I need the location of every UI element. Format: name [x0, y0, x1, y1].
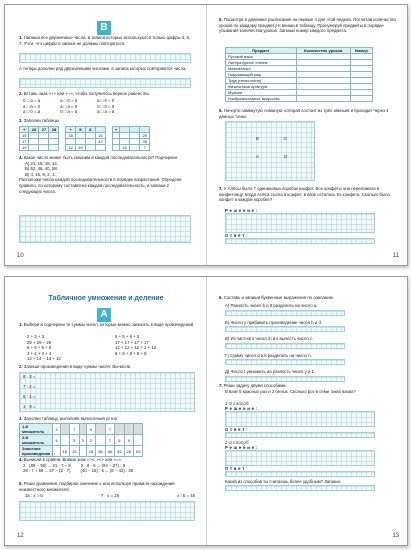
table-cell: 8 [85, 127, 95, 133]
answer-grid[interactable] [225, 310, 345, 316]
solution-label: Р е ш е н и е : [225, 406, 258, 411]
page-number: 11 [392, 253, 399, 259]
sum-item[interactable]: 14 + 14 − 14 + 14 [27, 356, 61, 362]
comparison: 2 · (89 − 50) ... 21 · 7 − 9 [23, 462, 71, 468]
table-cell[interactable] [53, 446, 60, 457]
table-cell: 17 [20, 139, 29, 145]
subject-name: Физическая культура [226, 84, 297, 90]
table-cell: 7 [105, 424, 114, 435]
answer-grid[interactable] [225, 359, 345, 365]
table-cell: 4 [53, 435, 60, 446]
table-cell[interactable] [130, 145, 140, 151]
table-cell: 42 [120, 145, 130, 151]
sequence-item: А) 21, 15, 18, 12. [25, 160, 58, 166]
section-title: Табличное умножение и деление [48, 295, 164, 302]
table-cell: + [66, 127, 75, 133]
table-cell: 3 [53, 424, 60, 435]
table-cell: 7 [140, 145, 150, 151]
table-cell: 12 [66, 145, 75, 151]
table-cell: 28 [124, 446, 133, 457]
column-header: Номер [350, 48, 372, 54]
exercise-text: Реши задачу двумя способами. [223, 383, 287, 388]
table-cell: 15 [20, 133, 29, 139]
exercise-number: 3. [19, 416, 23, 421]
sum-item[interactable]: 12 + 12 + 12 + 2 + 12 [115, 345, 157, 351]
table-cell: 28 [49, 127, 59, 133]
exercise-3 [19, 416, 195, 422]
exercise-number: 4. [19, 457, 23, 462]
table-cell: 35 [140, 139, 150, 145]
sum-list [115, 334, 199, 356]
exercise-number: 7. [219, 383, 223, 388]
table-cell: + [112, 127, 119, 133]
equation: a □ a = a [97, 109, 115, 115]
solution-grid[interactable] [225, 213, 375, 233]
equation: a □ 0 = a [60, 98, 78, 103]
sum-item[interactable]: 29 + 29 + 29 [27, 339, 52, 345]
table-cell[interactable] [96, 435, 105, 446]
exercise-text: Выбери и подчеркни те суммы чисел, которые можно записать в виде произведений. [23, 322, 195, 327]
addition-table [19, 126, 59, 151]
point-label: C [284, 136, 288, 141]
column-header: Количество уроков [296, 48, 350, 54]
product-row: 8 · 3 = [23, 374, 36, 379]
table-cell: + [20, 127, 29, 133]
subject-name: Труд (технология) [226, 78, 297, 84]
answer-grid[interactable] [19, 501, 195, 521]
sum-list [27, 334, 107, 362]
multiplication-table [19, 423, 143, 457]
table-cell: 18 [60, 446, 69, 457]
table-cell[interactable] [96, 424, 105, 435]
sequence-item: В) 4, 16, 8, 2, 1. [25, 171, 56, 177]
point-label: D [284, 154, 288, 159]
exercise-text: Вставь знак «+» или «−», чтобы получилось верное равенство. [23, 91, 151, 96]
table-cell: 7 [70, 424, 79, 435]
exercise-6 [219, 295, 399, 301]
answer-label: О т в е т : [225, 466, 248, 471]
product-row: 5 · 1 = [23, 394, 36, 399]
table-cell: 27 [39, 127, 49, 133]
expression-list [225, 303, 397, 386]
method-label: 1-й способ [225, 401, 249, 406]
exercise-2 [19, 91, 191, 97]
table-cell[interactable] [79, 424, 86, 435]
table-cell[interactable] [134, 435, 143, 446]
answer-grid[interactable] [19, 53, 191, 63]
subject-name: Русский язык [226, 54, 297, 60]
table-cell[interactable] [85, 145, 95, 151]
equation: a □ a = 0 [60, 103, 78, 109]
sequence-item: Б) 52, 46, 40, 58. [25, 166, 58, 172]
answer-label: О т в е т : [225, 427, 248, 432]
table-cell: 18 [66, 133, 75, 139]
table-cell: 3 [79, 435, 86, 446]
table-cell: 2 [86, 435, 95, 446]
answer-grid[interactable] [225, 432, 375, 438]
row-header: 1-й множитель [20, 424, 53, 435]
exercise-2 [19, 364, 195, 370]
point-label: A [256, 154, 259, 159]
bottom-spread [4, 276, 408, 546]
exercise-5 [219, 17, 397, 34]
sign-equations [23, 98, 191, 115]
table-cell: 5 [75, 127, 85, 133]
page-10 [5, 5, 207, 265]
section-badge-a: A [97, 308, 111, 322]
table-cell[interactable] [124, 424, 133, 435]
addition-table [65, 126, 105, 151]
table-cell: 19 [20, 145, 29, 151]
sum-item[interactable]: 17 + 17 + 17 + 17 [115, 339, 149, 345]
table-cell[interactable] [49, 145, 59, 151]
task-text: В вазе 5 красных роз и 2 белых. Сколько роз в семи таких вазах? [225, 388, 356, 394]
answer-grid[interactable] [225, 326, 345, 332]
sum-item[interactable]: 8 + 8 + 8 + 8 + 8 [115, 350, 147, 356]
table-cell: 18 [86, 446, 95, 457]
product-row: 7 · 2 = [23, 384, 36, 389]
exercise-number: 3. [19, 118, 23, 123]
table-cell: 9 [86, 424, 95, 435]
equation: a □ 0 = a [23, 109, 41, 115]
exercise-7 [219, 383, 399, 394]
solution-block [225, 208, 375, 244]
solution-label: Р е ш е н и е : [225, 208, 258, 213]
table-cell[interactable] [95, 145, 105, 151]
equation: x : 5 = 45 [177, 493, 195, 498]
answer-grid[interactable] [225, 376, 345, 382]
exercise-text: Какое число может быть лишним в каждой последовательности? Подчеркни. [23, 155, 179, 160]
exercise-4 [19, 155, 191, 194]
addition-tables [19, 126, 150, 151]
top-spread [4, 4, 408, 266]
exercise-6 [219, 108, 397, 119]
subject-name: Музыка [226, 90, 297, 96]
table-cell: 15 [70, 446, 79, 457]
equation: 0 □ a = a [60, 109, 78, 115]
subjects-table [225, 47, 373, 102]
table-cell[interactable] [39, 145, 49, 151]
solution-grid[interactable] [225, 450, 375, 466]
expression-item: В) Из частного чисел m и к вычесть число с. [225, 336, 314, 342]
exercise-number: 5. [19, 481, 23, 486]
page-number: 10 [17, 253, 24, 259]
answer-label: О т в е т : [225, 233, 248, 238]
expression-item: Б) Число у прибавить произведение чисел b и d. [225, 319, 323, 325]
exercise-text: Расположи числа каждой последовательности в порядке возрастания. Определи правило, по которому составлена каждая последовательность, и запиши 2 следующих числа. [19, 177, 182, 194]
exercise-number: 2. [19, 91, 23, 96]
exercise-number: 1. [19, 35, 23, 40]
solution-grid[interactable] [225, 411, 375, 427]
sum-item[interactable]: 2 + 3 + 3 [27, 334, 44, 339]
answer-grid[interactable] [225, 485, 375, 491]
exercise-number: 2. [19, 364, 23, 369]
column-header: Предмет [226, 48, 297, 54]
exercise-number: 6. [219, 295, 223, 300]
exercise-text: Напиши все двузначные числа, в записи которых используются только цифры 3, 5, 7. Учти, что цифры в записи не должны повторяться. [19, 35, 191, 46]
answer-grid[interactable] [225, 343, 345, 349]
subject-name: Литературное чтение [226, 60, 297, 66]
equations [25, 493, 195, 499]
table-cell: 7 [105, 435, 114, 446]
table-cell[interactable] [60, 424, 69, 435]
table-cell: 15 [95, 133, 105, 139]
addition-table [112, 126, 150, 151]
table-cell: 42 [115, 446, 124, 457]
table-cell[interactable] [112, 145, 119, 151]
exercise-7 [219, 186, 397, 203]
equation: 7 · x = 28 [100, 493, 120, 498]
exercise-1 [19, 35, 191, 46]
comparison: 28 : 7 + 56 ... 27 − (2 · 7) [23, 468, 71, 474]
table-cell[interactable] [29, 145, 39, 151]
table-cell[interactable] [60, 435, 69, 446]
solution-block [225, 401, 375, 491]
answer-grid[interactable] [19, 372, 195, 412]
table-cell[interactable] [79, 446, 86, 457]
equation: a □ 0 = 0 [97, 98, 115, 103]
method-label: 2-й способ [225, 440, 249, 445]
equation: 15 : x = 5 [25, 493, 43, 498]
exercise-4 [19, 457, 195, 474]
exercise-text: У Алёсы было 7 одинаковых коробок конфет. Все конфеты она переложила в конфетницу. Когда Алёса съела 5 конфет, в вазе осталось 51 конфета. Сколько было конфет в каждой коробке? [219, 186, 390, 203]
answer-grid[interactable] [225, 238, 375, 244]
sum-item[interactable]: 4 + 4 + 4 + 4 [27, 350, 52, 356]
table-cell[interactable] [134, 424, 143, 435]
subject-name: Изобразительное искусство [226, 96, 297, 102]
table-cell: 26 [29, 127, 39, 133]
answer-grid[interactable] [19, 215, 191, 243]
row-header: Значение произведения [20, 446, 53, 457]
expression-item: Д) Число t умножить на разность чисел у и 1. [225, 369, 316, 375]
exercise-1-part-b: А теперь дополни ряд двузначными числами, в записи которых повторяются числа. [19, 66, 187, 71]
exercise-text: Составь и запиши буквенные выражения по описанию. [223, 295, 335, 300]
exercise-text: Начерти замкнутую ломаную, которая состоит из трёх звеньев и проходит через 4 данных точки. [219, 108, 389, 119]
equation: 0 □ 0 = 0 [97, 103, 115, 109]
table-cell: 56 [105, 446, 114, 457]
exercise-text: Вычисли в сравни. Впиши знак «>», «<» или «=». [23, 457, 123, 462]
table-cell: 29 [140, 133, 150, 139]
table-cell[interactable] [296, 96, 350, 102]
product-row: 1 · 9 = [23, 404, 36, 409]
table-cell: 42 [95, 139, 105, 145]
solution-label: Р е ш е н и е : [225, 445, 258, 450]
table-cell[interactable] [350, 96, 372, 102]
table-cell: 3 [70, 435, 79, 446]
page-number: 12 [17, 533, 24, 539]
drawing-grid[interactable] [225, 121, 315, 181]
exercise-text: Запиши произведения в виде суммы чисел. Вычисли. [23, 364, 132, 369]
exercise-number: 1. [19, 322, 23, 327]
comparison: (40 − 15) : 5 ... (8 − 42) : 36 [80, 468, 134, 474]
sum-item[interactable]: 6 + 6 + 6 + 8 [27, 345, 52, 351]
table-cell: 19 [75, 145, 85, 151]
equation: 0 □ a = a [23, 98, 41, 103]
table-cell: 9 [124, 435, 133, 446]
exercise-number: 5. [219, 17, 223, 22]
table-cell: 6 [115, 435, 124, 446]
exercise-number: 7. [219, 186, 223, 191]
exercise-text: Реши уравнения, подбирая значение x или используя правило нахождения неизвестного множителя. [19, 481, 175, 492]
exercise-text: Заполни таблицы. [23, 118, 61, 123]
exercise-number: 6. [219, 108, 223, 113]
table-cell: 63 [134, 446, 143, 457]
exercise-number: 4. [19, 155, 23, 160]
exercise-5 [19, 481, 195, 492]
answer-grid[interactable] [19, 78, 191, 88]
page-13 [207, 277, 408, 545]
exercise-3 [19, 118, 191, 124]
subject-name: Математика [226, 66, 297, 72]
comparison: 2 · 9 · 6 ... (94 − 27) · 9 [80, 462, 126, 468]
equation: a □ a = 0 [23, 103, 41, 109]
question-text: Какой из способов ты считаешь более удобным? Запиши. [225, 479, 342, 484]
page-number: 13 [392, 533, 399, 539]
subject-name: Окружающий мир [226, 72, 297, 78]
page-11 [207, 5, 408, 265]
page-12 [5, 277, 207, 545]
expression-item: А) Разность чисел b и 8 разделить на число а. [225, 303, 318, 308]
sum-item[interactable]: 5 + 5 + 6 + 5 [115, 334, 140, 339]
answer-grid[interactable] [225, 471, 375, 477]
point-label: B [256, 136, 259, 141]
exercise-text: Посмотри в дневнике расписание на первые 4 дня этой недели. Посчитай количество уроков по каждому предмету и впиши в таблицу. Пронумеруй предметы в порядке убывания количества уроков. Запиши номер каждого предмета. [219, 17, 396, 34]
table-cell: 36 [96, 446, 105, 457]
row-header: 2-й множитель [20, 435, 53, 446]
exercise-text: Заполни таблицу, выполняя вычисления устно. [23, 416, 119, 421]
exercise-1 [19, 322, 195, 328]
expression-item: Г) Сумму чисел d и k разделить на число n. [225, 352, 312, 358]
section-badge-b: B [97, 21, 111, 35]
table-cell[interactable] [115, 424, 124, 435]
